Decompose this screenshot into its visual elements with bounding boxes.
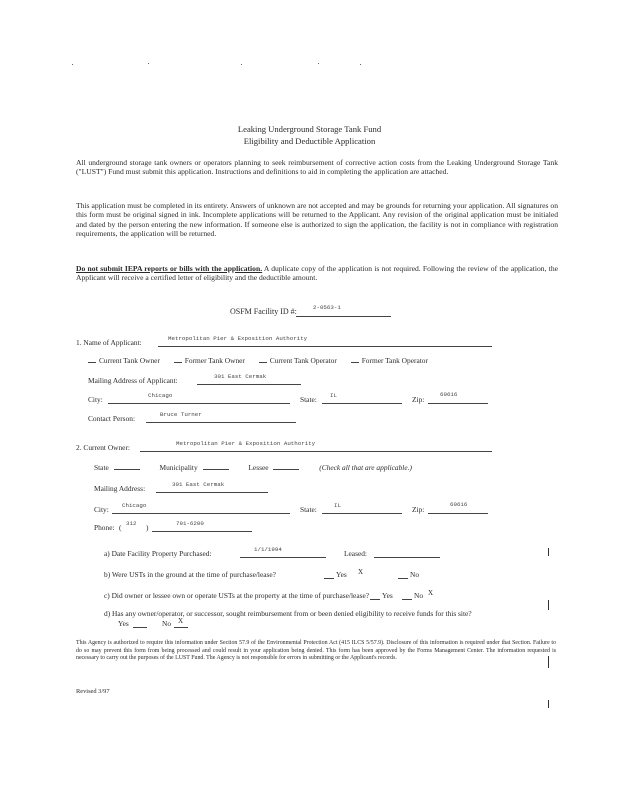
disclosure-notice: This Agency is authorized to require this information under Section 57.9 of the Environmental Protection Act (415 ILCS 5/57.9). Disclosure of this information is required under that Section. Failure to do so may prevent this form from being processed and could result in your application being denied. This form has been approved by the Forms Management Center. The information requested is necessary to carry out the purposes of the LUST Fund. The Agency is not responsible for errors in submitting or the Applicant's records. (76, 640, 556, 662)
current-owner-value[interactable]: Metropolitan Pier & Exposition Authority (176, 440, 316, 447)
question-c-check-mark: X (428, 589, 434, 597)
question-c-no: No (414, 591, 424, 600)
owner-phone-number[interactable]: 791-6200 (176, 520, 204, 527)
question-b-no-box[interactable] (398, 578, 408, 579)
facility-id-line (296, 316, 391, 317)
option-former-operator: Former Tank Operator (361, 356, 428, 365)
scan-speck (360, 64, 361, 65)
option-former-owner: Former Tank Owner (184, 356, 245, 365)
question-b-text: b) Were USTs in the ground at the time of purchase/lease? (104, 570, 276, 579)
question-d-no: No (162, 619, 172, 628)
question-c-yes-box[interactable] (370, 599, 380, 600)
scan-speck (148, 63, 149, 64)
option-municipality: Municipality (159, 463, 198, 472)
owner-city-value[interactable]: Chicago (122, 502, 147, 509)
applicant-zip-value[interactable]: 60616 (440, 391, 458, 398)
checkbox-former-owner[interactable] (174, 362, 182, 363)
submit-warning: Do not submit IEPA reports or bills with the application. (76, 264, 263, 273)
purchase-date-value[interactable]: 1/1/1994 (254, 546, 282, 553)
question-c-text: c) Did owner or lessee own or operate USTs at the property at the time of purchase/lease? (104, 591, 370, 600)
question-b-yes: Yes (336, 570, 347, 579)
checkbox-municipality[interactable] (203, 469, 229, 470)
owner-zip-label: Zip: (412, 505, 425, 514)
question-b-check-mark: X (358, 568, 364, 576)
scan-mark (548, 656, 549, 668)
scan-speck (72, 64, 73, 65)
applicant-zip-label: Zip: (412, 395, 425, 404)
owner-zip-value[interactable]: 60616 (450, 501, 468, 508)
option-current-operator: Current Tank Operator (269, 356, 337, 365)
question-d-yes-box[interactable] (133, 627, 147, 628)
owner-mailing-line (156, 492, 268, 493)
owner-state-label: State: (300, 505, 317, 514)
owner-state-value[interactable]: IL (334, 502, 341, 509)
option-state: State (94, 463, 109, 472)
phone-area-close: ) (146, 523, 149, 532)
completion-paragraph: This application must be completed in its entirety. Answers of unknown are not accepted and may be grounds for returning your application. All signatures on this form must be original signed in ink. Incomplete applications will be returned to the Applicant. Any revision of the original application must be initialed and dated by the person entering the new information. If someone else is authorized to sign the application, the facility is not in compliance with registration requirements, the application will be returned. (76, 201, 558, 239)
purchase-date-line (240, 557, 326, 558)
party-type-row (94, 463, 412, 472)
applicant-city-label: City: (88, 395, 103, 404)
contact-person-line (146, 422, 296, 423)
question-a-label: a) Date Facility Property Purchased: (104, 549, 212, 558)
checkbox-lessee[interactable] (273, 469, 299, 470)
form-title: Leaking Underground Storage Tank Fund (237, 124, 382, 134)
owner-phone-label: Phone: (94, 523, 115, 532)
revision-date: Revised 3/97 (76, 688, 110, 695)
owner-city-label: City: (94, 505, 109, 514)
scan-mark (548, 700, 549, 708)
checkbox-state[interactable] (114, 469, 140, 470)
owner-zip-line (428, 513, 488, 514)
owner-state-line (322, 513, 402, 514)
applicant-type-options (88, 356, 428, 365)
question-c-no-box[interactable] (402, 599, 412, 600)
owner-city-line (112, 513, 290, 514)
intro-paragraph: All underground storage tank owners or operators planning to seek reimbursement of corrective action costs from the Leaking Underground Storage Tank ("LUST") Fund must submit this application. Instructions and definitions to aid in completing the application are attached. (76, 158, 558, 177)
scan-mark (548, 548, 549, 556)
check-all-note: (Check all that are applicable.) (319, 463, 412, 472)
owner-phone-area[interactable]: 312 (126, 520, 137, 527)
applicant-mailing-line (197, 384, 301, 385)
question-b-yes-box[interactable] (324, 578, 334, 579)
applicant-name-line (158, 346, 492, 347)
applicant-city-line (108, 403, 290, 404)
applicant-state-label: State: (300, 395, 317, 404)
owner-mailing-label: Mailing Address: (94, 484, 146, 493)
submit-paragraph (76, 264, 558, 283)
option-current-owner: Current Tank Owner (99, 356, 160, 365)
applicant-mailing-label: Mailing Address of Applicant: (88, 376, 178, 385)
scan-mark (548, 600, 549, 610)
form-subtitle: Eligibility and Deductible Application (243, 136, 376, 146)
owner-mailing-value[interactable]: 301 East Cermak (172, 481, 225, 488)
scan-speck (318, 63, 319, 64)
question-d-yes: Yes (118, 619, 129, 628)
submit-text: A duplicate copy of the application is not required. Following the review of the application, the Applicant will receive a certified letter of eligibility and the deductible amount. (76, 264, 558, 283)
current-owner-line (140, 451, 492, 452)
applicant-state-value[interactable]: IL (330, 392, 337, 399)
question-d-text: d) Has any owner/operator, or successor, sought reimbursement from or been denied eligibility to receive funds for this site? (104, 609, 472, 618)
applicant-name-value[interactable]: Metropolitan Pier & Exposition Authority (168, 335, 308, 342)
facility-id-label: OSFM Facility ID #: (230, 307, 297, 316)
option-lessee: Lessee (248, 463, 269, 472)
leased-label: Leased: (344, 549, 367, 558)
facility-id-value[interactable]: 2-0563-1 (313, 304, 341, 311)
contact-person-value[interactable]: Bruce Turner (160, 411, 202, 418)
applicant-name-label: 1. Name of Applicant: (76, 338, 142, 347)
applicant-zip-line (428, 403, 488, 404)
applicant-city-value[interactable]: Chicago (148, 392, 173, 399)
phone-area-open: ( (119, 523, 122, 532)
applicant-mailing-value[interactable]: 301 East Cermak (214, 373, 267, 380)
question-d-check-mark: X (178, 617, 184, 625)
applicant-state-line (322, 403, 402, 404)
current-owner-label: 2. Current Owner: (76, 443, 130, 452)
question-c-yes: Yes (382, 591, 393, 600)
question-d-no-box[interactable] (174, 627, 188, 628)
checkbox-current-operator[interactable] (259, 362, 267, 363)
checkbox-current-owner[interactable] (88, 362, 96, 363)
question-b-no: No (410, 570, 420, 579)
contact-person-label: Contact Person: (88, 414, 136, 423)
leased-date-line (374, 557, 440, 558)
checkbox-former-operator[interactable] (351, 362, 359, 363)
scan-speck (241, 64, 242, 65)
owner-phone-line (152, 531, 252, 532)
